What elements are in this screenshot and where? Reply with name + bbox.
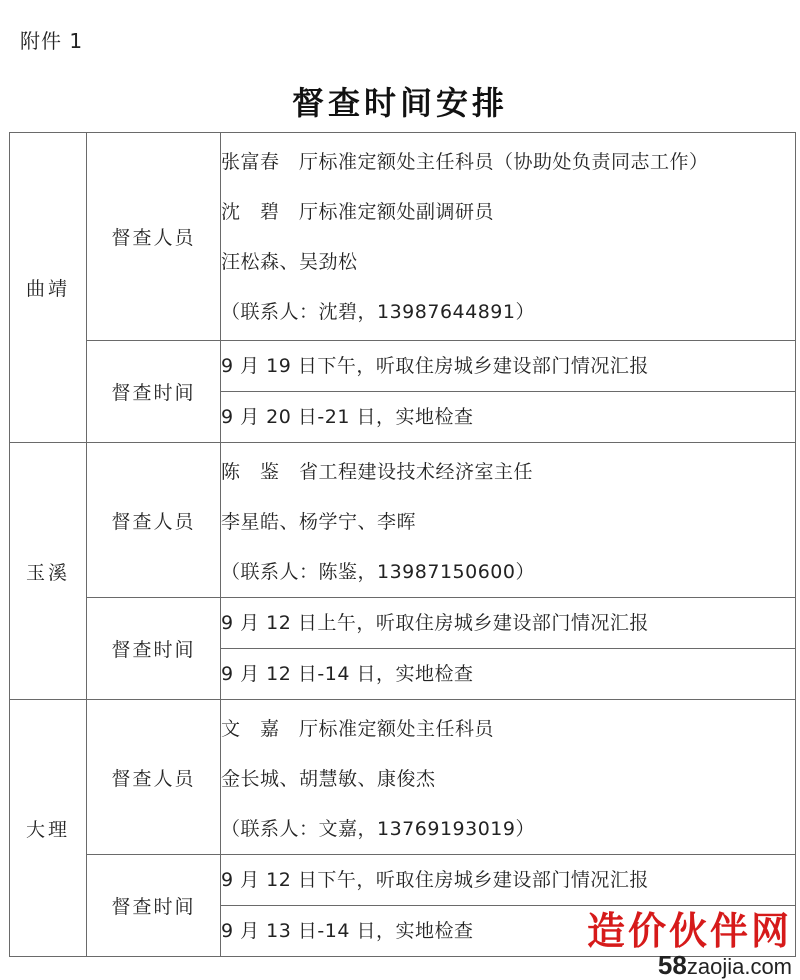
time-line: 9 月 13 日-14 日，实地检查 — [221, 905, 795, 956]
inspector-line: 张富春 厅标准定额处主任科员（协助处负责同志工作） — [221, 151, 709, 173]
inspectors-cell — [221, 700, 796, 855]
table-row — [10, 443, 796, 598]
inspector-line: 文 嘉 厅标准定额处主任科员 — [221, 718, 495, 740]
table-row — [10, 598, 796, 700]
inspectors-label: 督查人员 — [87, 443, 221, 598]
watermark-domain-text: zaojia.com — [686, 954, 792, 979]
times-cell — [221, 341, 796, 443]
city-cell: 大理 — [10, 700, 87, 957]
inspectors-cell — [221, 133, 796, 341]
inspector-line: 金长城、胡慧敏、康俊杰 — [221, 768, 436, 790]
time-label: 督查时间 — [87, 855, 221, 957]
watermark-number: 58 — [657, 950, 687, 980]
inspector-line: 汪松森、吴劲松 — [221, 251, 358, 273]
table-row — [10, 133, 796, 341]
times-cell — [221, 598, 796, 700]
time-line: 9 月 12 日下午，听取住房城乡建设部门情况汇报 — [221, 869, 649, 891]
contact-line: （联系人：沈碧，13987644891） — [221, 301, 535, 323]
site-watermark — [586, 908, 792, 980]
time-label: 督查时间 — [87, 341, 221, 443]
city-cell: 曲靖 — [10, 133, 87, 443]
contact-line: （联系人：文嘉，13769193019） — [221, 818, 535, 840]
inspectors-label: 督查人员 — [87, 133, 221, 341]
inspector-line: 李星皓、杨学宁、李晖 — [221, 511, 417, 533]
city-cell: 玉溪 — [10, 443, 87, 700]
watermark-domain — [587, 952, 792, 978]
inspector-line: 沈 碧 厅标准定额处副调研员 — [221, 201, 495, 223]
table-row — [10, 700, 796, 855]
time-line: 9 月 20 日-21 日，实地检查 — [221, 391, 795, 442]
schedule-table — [9, 132, 796, 957]
inspector-line: 陈 鉴 省工程建设技术经济室主任 — [221, 461, 534, 483]
time-line: 9 月 12 日-14 日，实地检查 — [221, 648, 795, 699]
time-line: 9 月 19 日下午，听取住房城乡建设部门情况汇报 — [221, 355, 649, 377]
contact-line: （联系人：陈鉴，13987150600） — [221, 561, 535, 583]
watermark-title: 造价伙伴网 — [586, 908, 792, 953]
document-title: 督查时间安排 — [291, 84, 508, 122]
table-row — [10, 341, 796, 443]
attachment-label: 附件 1 — [20, 29, 84, 53]
time-label: 督查时间 — [87, 598, 221, 700]
inspectors-cell — [221, 443, 796, 598]
time-line: 9 月 12 日上午，听取住房城乡建设部门情况汇报 — [221, 612, 649, 634]
inspectors-label: 督查人员 — [87, 700, 221, 855]
